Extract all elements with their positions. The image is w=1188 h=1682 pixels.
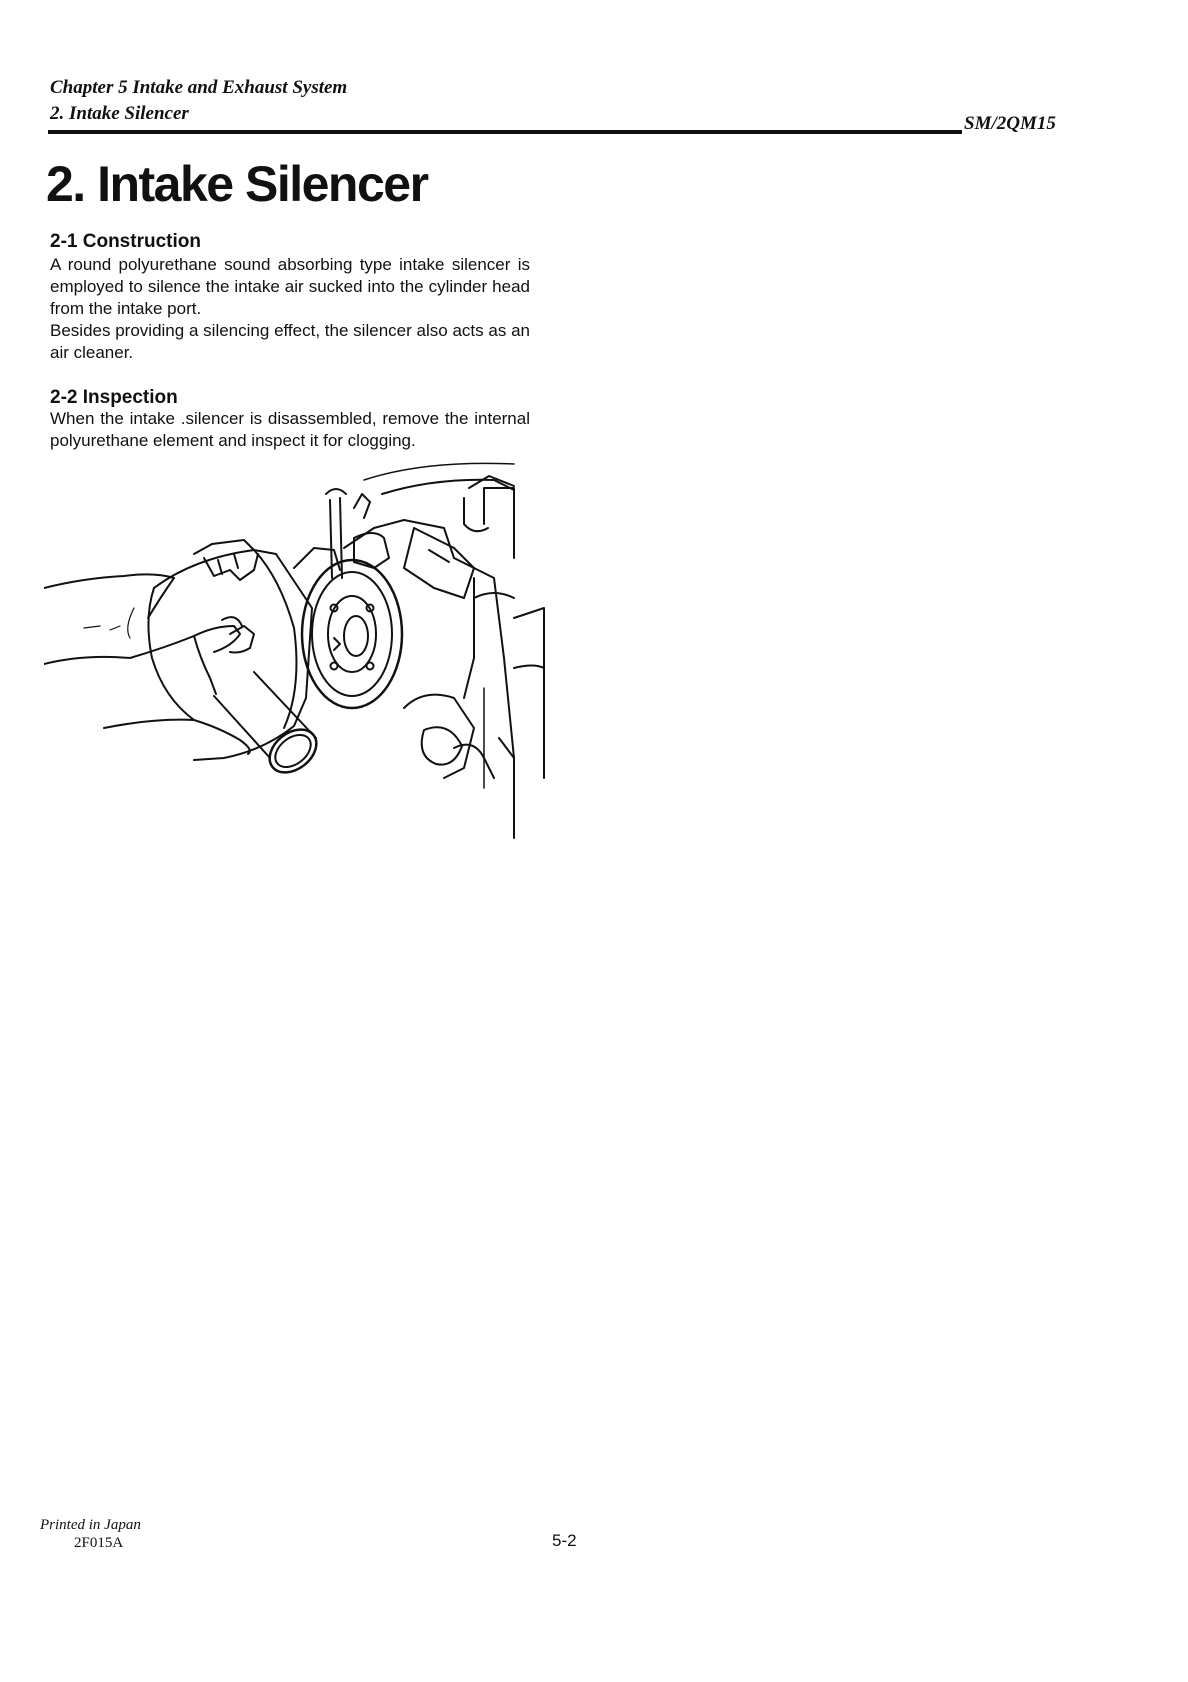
intake-silencer-removal-illustration bbox=[44, 458, 558, 844]
header-rule bbox=[48, 130, 962, 134]
paragraph: Besides providing a silencing effect, the silencer also acts as an air cleaner. bbox=[50, 321, 530, 362]
page-title: 2. Intake Silencer bbox=[46, 156, 428, 212]
paragraph: A round polyurethane sound absorbing type intake silencer is employed to silence the intake air sucked into the cylinder head from the intake port. bbox=[50, 255, 530, 318]
footer-printed: Printed in Japan bbox=[40, 1517, 141, 1533]
section-body-construction bbox=[50, 254, 530, 364]
header-section: 2. Intake Silencer bbox=[50, 103, 189, 124]
section-heading-construction: 2-1 Construction bbox=[50, 231, 201, 252]
section-heading-inspection: 2-2 Inspection bbox=[50, 387, 178, 408]
page-number: 5-2 bbox=[552, 1531, 577, 1550]
footer-code: 2F015A bbox=[74, 1535, 124, 1551]
header-chapter: Chapter 5 Intake and Exhaust System bbox=[50, 77, 348, 98]
section-body-inspection bbox=[50, 408, 530, 452]
header-model: SM/2QM15 bbox=[964, 113, 1056, 134]
paragraph: When the intake .silencer is disassembled, remove the internal polyurethane element and inspect it for clogging. bbox=[50, 409, 530, 450]
